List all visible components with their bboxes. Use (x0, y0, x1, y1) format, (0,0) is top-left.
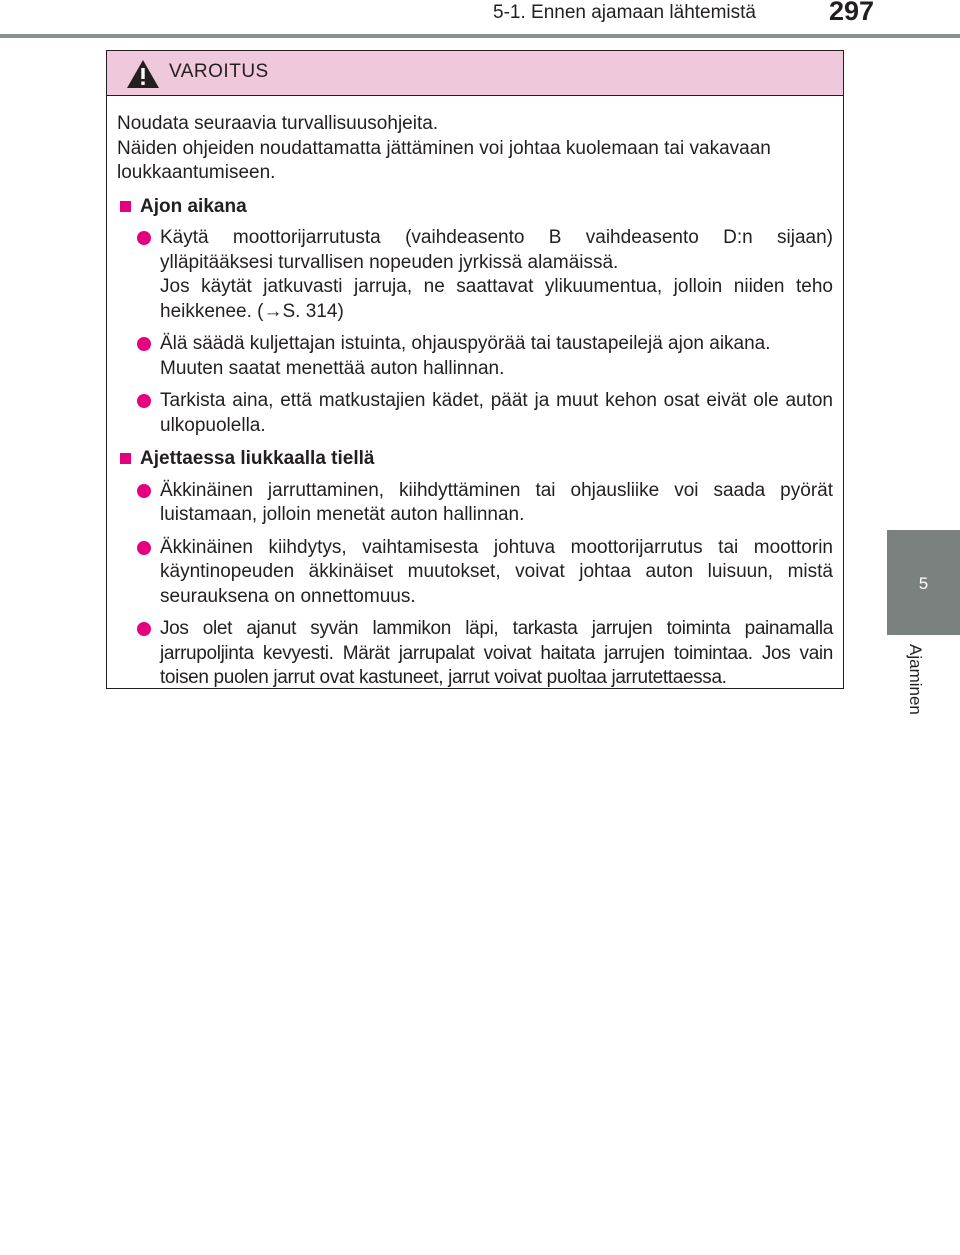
section-items (117, 226, 833, 438)
section-title: 5-1. Ennen ajamaan lähtemistä (493, 2, 756, 23)
item-text: Muuten saatat menettää auton hallinnan. (160, 357, 505, 379)
warning-label: VAROITUS (169, 61, 269, 82)
list-item (117, 389, 833, 438)
round-bullet-icon (137, 622, 151, 636)
warning-body (107, 96, 843, 691)
list-item (117, 479, 833, 528)
list-item (117, 536, 833, 610)
chapter-label-text: Ajaminen (906, 644, 925, 715)
warning-intro (117, 112, 833, 186)
section-heading (117, 447, 833, 472)
chapter-label (905, 644, 929, 734)
section-heading (117, 195, 833, 220)
item-text: Tarkista aina, että matkustajien kädet, päät ja muut kehon osat eivät ole auton ulkopuolella. (160, 390, 833, 436)
section-heading-text: Ajon aikana (140, 195, 247, 217)
warning-header (107, 51, 843, 96)
square-bullet-icon (120, 201, 131, 212)
list-item (117, 617, 833, 691)
warning-triangle-icon (126, 59, 160, 89)
round-bullet-icon (137, 231, 151, 245)
list-item (117, 226, 833, 324)
page-number: 297 (829, 0, 875, 26)
section-driving (117, 195, 833, 439)
intro-line: Noudata seuraavia turvallisuusohjeita. (117, 113, 439, 134)
item-text: Äkkinäinen kiihdytys, vaihtamisesta johtuva moottorijarrutus tai moottorin käyntinopeuden äkkinäiset muutokset, voivat johtaa auton luisuun, mistä seurauksena on onnettomuus. (160, 536, 833, 607)
round-bullet-icon (137, 484, 151, 498)
section-items (117, 479, 833, 691)
item-text: Käytä moottorijarrutusta (vaihdeasento B vaihdeasento D:n sijaan) ylläpitääksesi turvallisen nopeuden jyrkissä alamäissä. (160, 227, 833, 273)
item-text: Jos käytät jatkuvasti jarruja, ne saattavat ylikuumentua, jolloin niiden teho heikkenee. (→S. 314) (160, 276, 833, 322)
chapter-tab[interactable] (887, 530, 960, 635)
section-heading-text: Ajettaessa liukkaalla tiellä (140, 448, 375, 469)
square-bullet-icon (120, 453, 131, 464)
section-slippery-road (117, 447, 833, 691)
round-bullet-icon (137, 541, 151, 555)
chapter-number: 5 (918, 574, 929, 593)
warning-box (106, 50, 844, 689)
round-bullet-icon (137, 337, 151, 351)
intro-line: Näiden ohjeiden noudattamatta jättäminen voi johtaa kuolemaan tai vakavaan loukkaantumiseen. (117, 137, 771, 183)
list-item (117, 332, 833, 381)
header-rule (0, 34, 960, 38)
item-text: Äkkinäinen jarruttaminen, kiihdyttäminen tai ohjausliike voi saada pyörät luistamaan, jolloin menetät auton hallinnan. (160, 479, 833, 525)
item-text: Jos olet ajanut syvän lammikon läpi, tarkasta jarrujen toiminta painamalla jarrupoljinta kevyesti. Märät jarrupalat voivat haitata jarrujen toimintaa. Jos vain toisen puolen jarrut ovat kastuneet, jarrut voivat puoltaa jarrutettaessa. (160, 618, 833, 688)
item-text: Älä säädä kuljettajan istuinta, ohjauspyörää tai taustapeilejä ajon aikana. (160, 333, 771, 354)
round-bullet-icon (137, 394, 151, 408)
